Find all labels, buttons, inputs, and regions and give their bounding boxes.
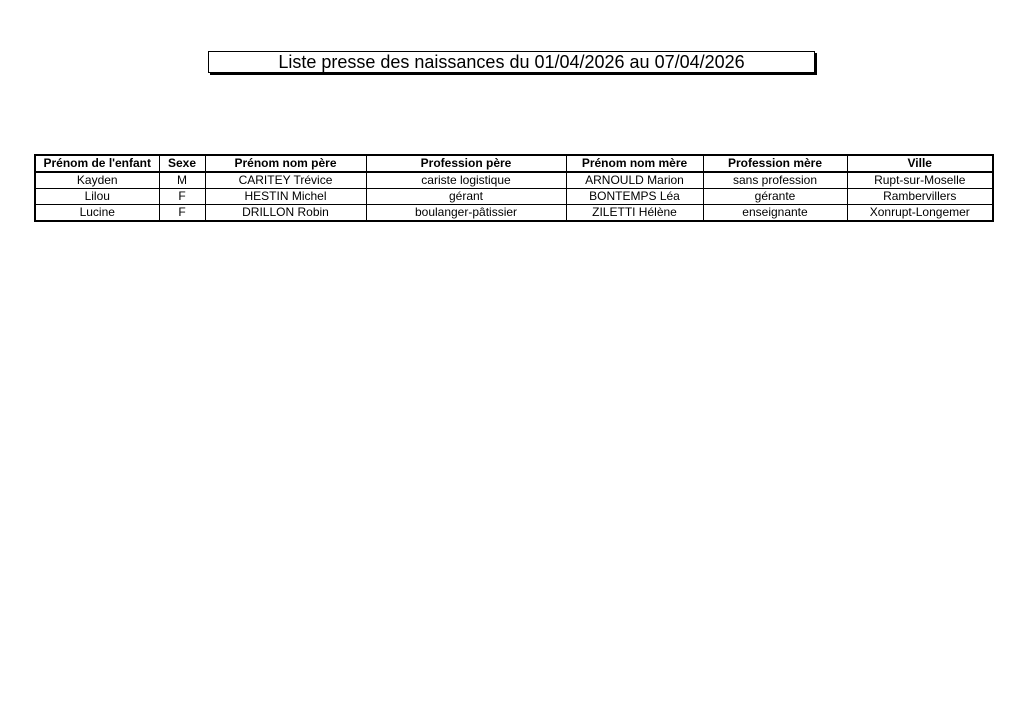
cell-city: Rupt-sur-Moselle bbox=[847, 172, 993, 189]
page-title: Liste presse des naissances du 01/04/2026 au 07/04/2026 bbox=[208, 51, 815, 73]
header-mother-profession: Profession mère bbox=[703, 155, 847, 172]
header-sex: Sexe bbox=[159, 155, 205, 172]
cell-city: Xonrupt-Longemer bbox=[847, 205, 993, 222]
cell-child-first-name: Kayden bbox=[35, 172, 159, 189]
header-mother-name: Prénom nom mère bbox=[566, 155, 703, 172]
header-father-profession: Profession père bbox=[366, 155, 566, 172]
header-child-first-name: Prénom de l'enfant bbox=[35, 155, 159, 172]
cell-mother-profession: enseignante bbox=[703, 205, 847, 222]
header-father-name: Prénom nom père bbox=[205, 155, 366, 172]
cell-sex: F bbox=[159, 205, 205, 222]
cell-city: Rambervillers bbox=[847, 189, 993, 205]
table-row bbox=[35, 189, 993, 205]
cell-mother-name: ZILETTI Hélène bbox=[566, 205, 703, 222]
cell-father-name: DRILLON Robin bbox=[205, 205, 366, 222]
cell-father-name: CARITEY Trévice bbox=[205, 172, 366, 189]
table-row bbox=[35, 172, 993, 189]
cell-child-first-name: Lucine bbox=[35, 205, 159, 222]
cell-sex: F bbox=[159, 189, 205, 205]
cell-father-profession: gérant bbox=[366, 189, 566, 205]
births-table bbox=[34, 154, 994, 222]
table-row bbox=[35, 205, 993, 222]
table-header-row bbox=[35, 155, 993, 172]
header-city: Ville bbox=[847, 155, 993, 172]
cell-sex: M bbox=[159, 172, 205, 189]
cell-father-profession: cariste logistique bbox=[366, 172, 566, 189]
cell-mother-profession: sans profession bbox=[703, 172, 847, 189]
cell-child-first-name: Lilou bbox=[35, 189, 159, 205]
cell-mother-name: ARNOULD Marion bbox=[566, 172, 703, 189]
cell-mother-profession: gérante bbox=[703, 189, 847, 205]
cell-father-name: HESTIN Michel bbox=[205, 189, 366, 205]
cell-father-profession: boulanger-pâtissier bbox=[366, 205, 566, 222]
cell-mother-name: BONTEMPS Léa bbox=[566, 189, 703, 205]
